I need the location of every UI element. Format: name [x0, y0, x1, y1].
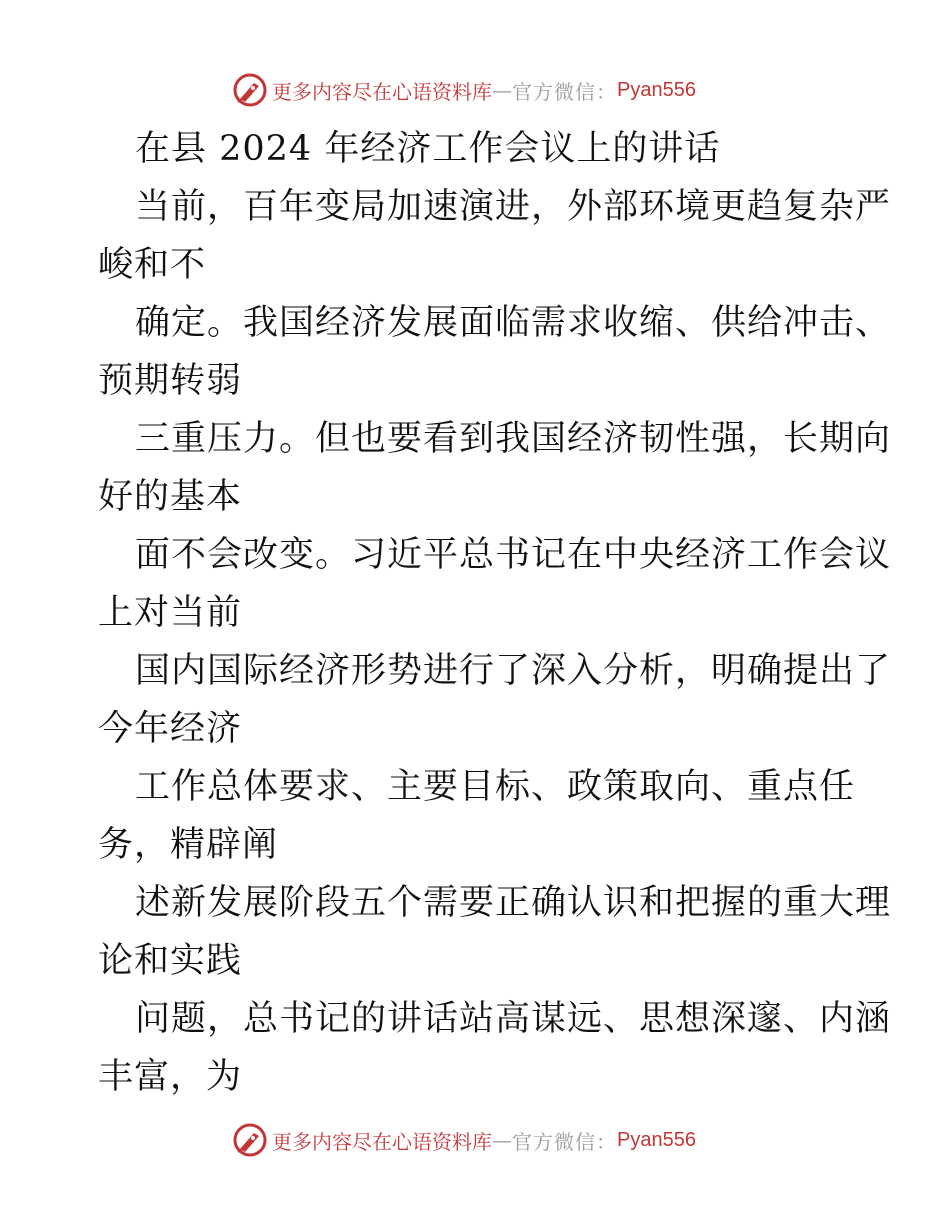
- paragraph-line: 丰富，为: [98, 1057, 243, 1097]
- paragraph-line: 今年经济: [98, 709, 243, 749]
- watermark-wechat-label: 官方微信：: [512, 1129, 617, 1154]
- footer-watermark: [232, 1120, 696, 1160]
- paragraph-line: 务，精辟阐: [98, 825, 279, 865]
- paragraph-line: 预期转弱: [98, 361, 243, 401]
- paragraph-line: 工作总体要求、主要目标、政策取向、重点任: [135, 767, 856, 807]
- paragraph-line: 述新发展阶段五个需要正确认识和把握的重大理: [135, 883, 892, 923]
- paragraph-line: 好的基本: [98, 477, 243, 517]
- watermark-wechat-id: Pyan556: [617, 1128, 696, 1151]
- paragraph-line: 确定。我国经济发展面临需求收缩、供给冲击、: [135, 303, 892, 343]
- watermark-text: 更多内容尽在心语资料库: [272, 1129, 492, 1154]
- pen-nib-icon: [232, 72, 268, 108]
- document-body: [98, 120, 892, 1106]
- watermark-text: 更多内容尽在心语资料库: [272, 79, 492, 104]
- header-watermark: [232, 70, 696, 110]
- paragraph-line: 问题，总书记的讲话站高谋远、思想深邃、内涵: [135, 999, 892, 1039]
- watermark-wechat-label: 官方微信：: [512, 79, 617, 104]
- document-title: 在县 2024 年经济工作会议上的讲话: [135, 129, 721, 169]
- paragraph-line: 论和实践: [98, 941, 243, 981]
- paragraph-line: 国内国际经济形势进行了深入分析，明确提出了: [135, 651, 892, 691]
- watermark-wechat-id: Pyan556: [617, 78, 696, 101]
- watermark-separator: —: [492, 78, 512, 102]
- watermark-separator: —: [492, 1128, 512, 1152]
- paragraph-line: 上对当前: [98, 593, 243, 633]
- pen-nib-icon: [232, 1122, 268, 1158]
- paragraph-line: 面不会改变。习近平总书记在中央经济工作会议: [135, 535, 892, 575]
- paragraph-line: 峻和不: [98, 245, 207, 285]
- paragraph-line: 当前，百年变局加速演进，外部环境更趋复杂严: [135, 187, 892, 227]
- paragraph-line: 三重压力。但也要看到我国经济韧性强，长期向: [135, 419, 892, 459]
